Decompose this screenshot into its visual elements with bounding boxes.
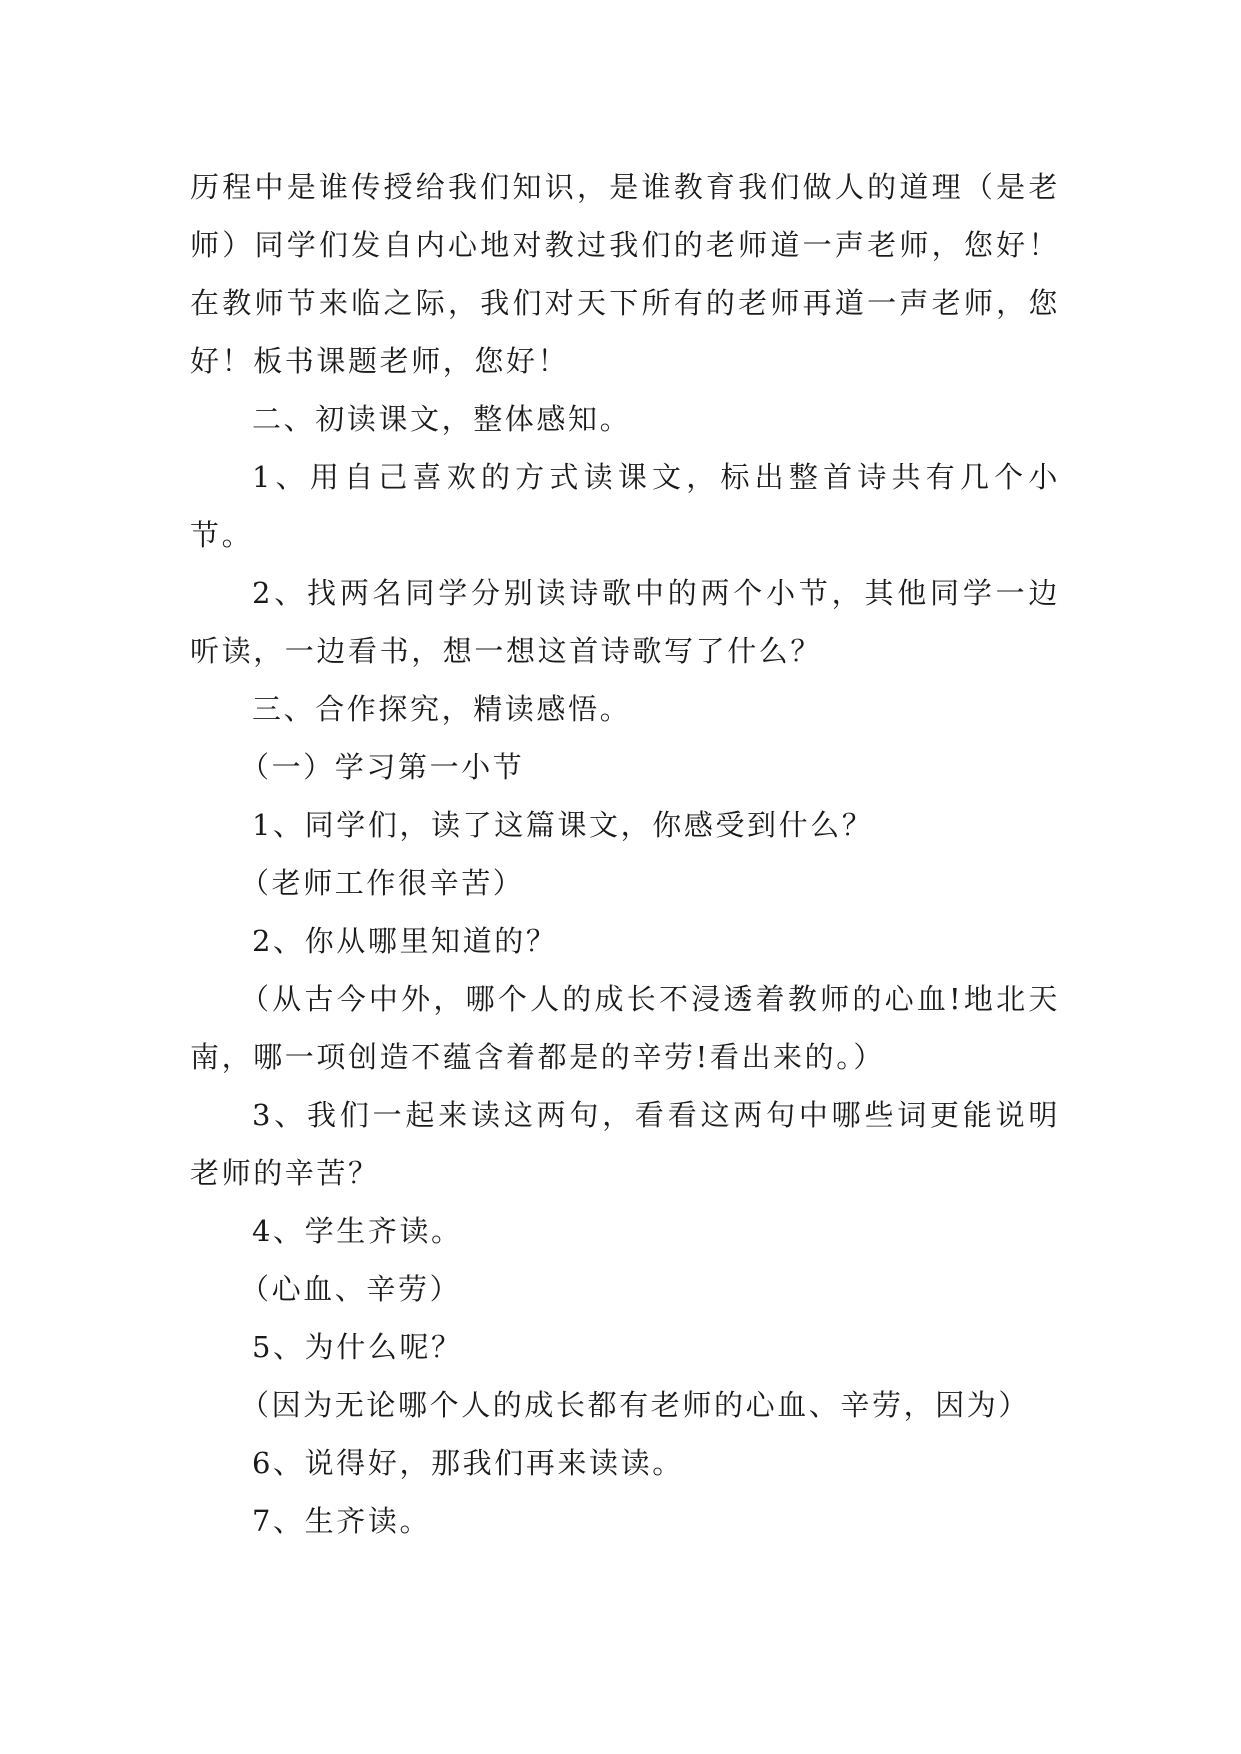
body-text: [190, 158, 1060, 1550]
list-item: 2、找两名同学分别读诗歌中的两个小节，其他同学一边听读，一边看书，想一想这首诗歌写了什么？: [190, 576, 1060, 668]
list-item: 5、为什么呢？: [252, 1330, 463, 1364]
subsection-heading: （一）学习第一小节: [240, 750, 525, 784]
list-item: 2、你从哪里知道的？: [252, 924, 558, 958]
list-item: 3、我们一起来读这两句，看看这两句中哪些词更能说明老师的辛苦？: [190, 1098, 1060, 1190]
list-item: 7、生齐读。: [252, 1504, 432, 1538]
section-heading-2: 二、初读课文，整体感知。: [252, 402, 632, 436]
list-item: 4、学生齐读。: [252, 1214, 463, 1248]
list-item: 6、说得好，那我们再来读读。: [252, 1446, 684, 1480]
list-item: 1、同学们，读了这篇课文，你感受到什么？: [252, 808, 874, 842]
list-item: 1、用自己喜欢的方式读课文，标出整首诗共有几个小节。: [190, 460, 1060, 552]
answer-note: （从古今中外，哪个人的成长不浸透着教师的心血!地北天南，哪一项创造不蕴含着都是的辛劳!看出来的。）: [190, 982, 1060, 1074]
answer-note: （老师工作很辛苦）: [240, 866, 525, 900]
answer-note: （因为无论哪个人的成长都有老师的心血、辛劳，因为）: [240, 1388, 1031, 1422]
paragraph-intro: 历程中是谁传授给我们知识，是谁教育我们做人的道理（是老师）同学们发自内心地对教过我们的老师道一声老师，您好！在教师节来临之际，我们对天下所有的老师再道一声老师，您好！板书课题老师，您好！: [190, 170, 1060, 378]
section-heading-3: 三、合作探究，精读感悟。: [252, 692, 632, 726]
answer-note: （心血、辛劳）: [240, 1272, 462, 1306]
